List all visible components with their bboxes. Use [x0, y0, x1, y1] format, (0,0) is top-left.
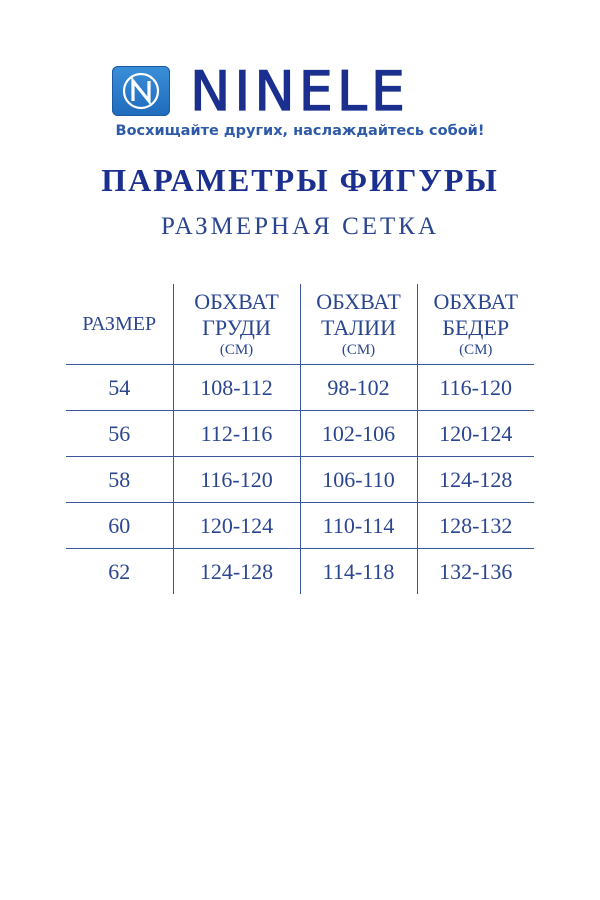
header-waist: [300, 284, 417, 365]
cell-hips: 120-124: [417, 411, 534, 457]
cell-chest: 120-124: [173, 503, 300, 549]
header-hips-unit: (СМ): [459, 342, 493, 358]
header-waist-line1: ОБХВАТ: [316, 289, 401, 314]
brand-name: NINELE: [190, 60, 410, 123]
cell-chest: 108-112: [173, 365, 300, 411]
table-row: [66, 457, 534, 503]
cell-size: 56: [66, 411, 173, 457]
header-chest-unit: (СМ): [219, 342, 254, 358]
page-title: ПАРАМЕТРЫ ФИГУРЫ: [101, 162, 499, 198]
cell-chest: 124-128: [173, 549, 300, 595]
header-waist-line2: ТАЛИИ: [321, 315, 396, 340]
header-hips-line2: БЕДЕР: [442, 315, 510, 340]
header-size: [66, 284, 173, 365]
cell-size: 58: [66, 457, 173, 503]
cell-size: 60: [66, 503, 173, 549]
cell-size: 62: [108, 558, 131, 584]
cell-hips: 132-136: [417, 549, 534, 595]
header-chest-line1: ОБХВАТ: [194, 289, 279, 314]
header-size-label: РАЗМЕР: [82, 312, 157, 335]
page-subtitle: РАЗМЕРНАЯ СЕТКА: [160, 213, 440, 240]
header-hips: [417, 284, 534, 365]
brand-logo: [0, 62, 600, 122]
cell-hips: 124-128: [417, 457, 534, 503]
cell-waist: 102-106: [300, 411, 417, 457]
header-waist-unit: (СМ): [341, 342, 376, 358]
table-row: [66, 549, 534, 595]
cell-chest: 116-120: [173, 457, 300, 503]
table-row: [66, 365, 534, 411]
size-chart-table: [66, 284, 534, 594]
cell-waist: 98-102: [300, 365, 417, 411]
cell-size: 54: [66, 365, 173, 411]
cell-waist: 114-118: [300, 549, 417, 595]
cell-hips: 128-132: [417, 503, 534, 549]
brand-tagline: Восхищайте других, наслаждайтесь собой!: [115, 123, 485, 139]
cell-waist: 106-110: [300, 457, 417, 503]
header-chest: [173, 284, 300, 365]
table-row: [66, 503, 534, 549]
table-row: [66, 411, 534, 457]
header-hips-line1: ОБХВАТ: [433, 289, 519, 314]
header-chest-line2: ГРУДИ: [202, 315, 271, 340]
cell-chest: 112-116: [173, 411, 300, 457]
cell-waist: 110-114: [300, 503, 417, 549]
n-monogram-icon: [112, 66, 170, 116]
table-header-row: [66, 284, 534, 365]
cell-hips: 116-120: [417, 365, 534, 411]
